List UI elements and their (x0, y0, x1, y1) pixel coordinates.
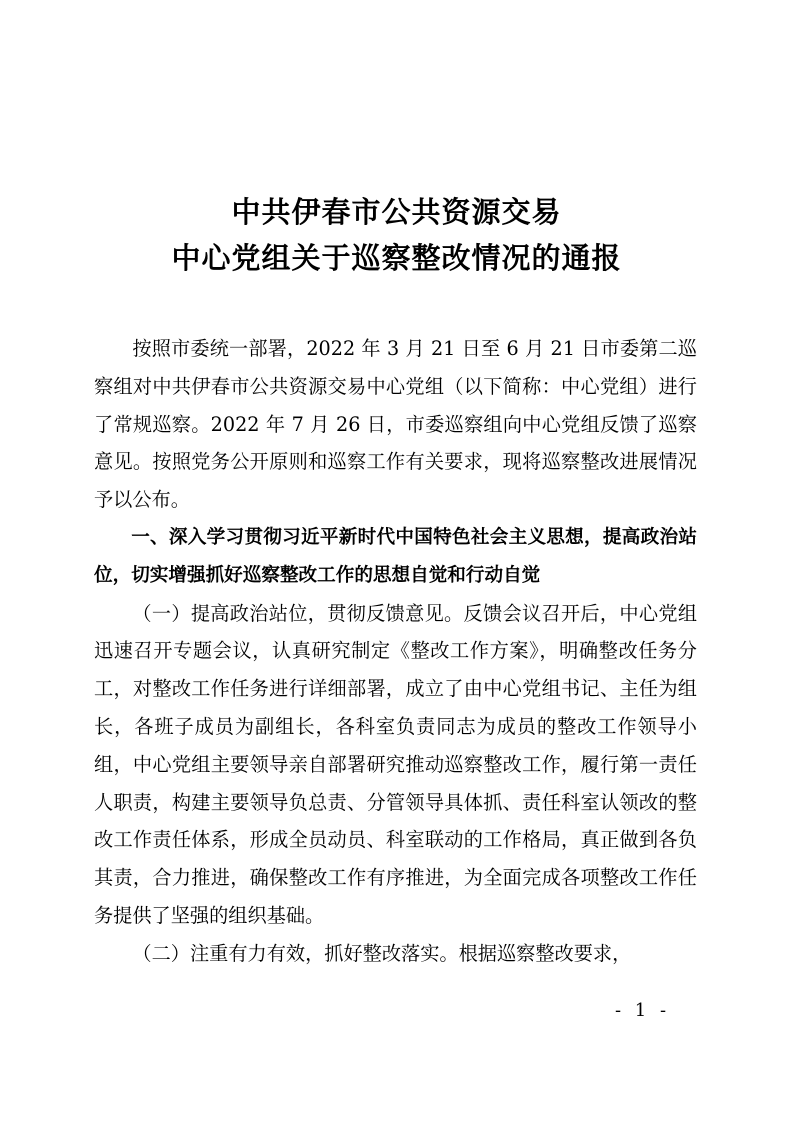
section-heading-1: 一、深入学习贯彻习近平新时代中国特色社会主义思想，提高政治站位，切实增强抓好巡察整改工作的思想自觉和行动自觉 (94, 526, 697, 586)
subsection-1-heading: （一）提高政治站位，贯彻反馈意见。 (132, 601, 464, 625)
subsection-2-heading: （二）注重有力有效，抓好整改落实。 (132, 941, 459, 965)
subsection-1-paragraph (94, 595, 697, 935)
subsection-2-text: 根据巡察整改要求， (458, 941, 632, 965)
subsection-1-text: 反馈会议召开后，中心党组迅速召开专题会议，认真研究制定《整改工作方案》，明确整改任务分工，对整改工作任务进行详细部署，成立了由中心党组书记、主任为组长，各班子成员为副组长，各科室负责同志为成员的整改工作领导小组，中心党组主要领导亲自部署研究推动巡察整改工作，履行第一责任人职责，构建主要领导负总责、分管领导具体抓、责任科室认领改的整改工作责任体系，形成全员动员、科室联动的工作格局，真正做到各负其责，合力推进，确保整改工作有序推进，为全面完成各项整改工作任务提供了坚强的组织基础。 (94, 601, 698, 927)
subsection-2-paragraph (94, 935, 697, 973)
document-title-line-2: 中心党组关于巡察整改情况的通报 (171, 241, 622, 275)
document-body (94, 330, 697, 973)
page-number: - 1 - (615, 1000, 671, 1021)
intro-paragraph: 按照市委统一部署，2022 年 3 月 21 日至 6 月 21 日市委第二巡察组对中共伊春市公共资源交易中心党组（以下简称：中心党组）进行了常规巡察。2022 年 7 月 26 日，市委巡察组向中心党组反馈了巡察意见。按照党务公开原则和巡察工作有关要求，现将巡察整改进展情况予以公布。 (94, 337, 697, 512)
document-title-line-1: 中共伊春市公共资源交易 (231, 195, 562, 229)
